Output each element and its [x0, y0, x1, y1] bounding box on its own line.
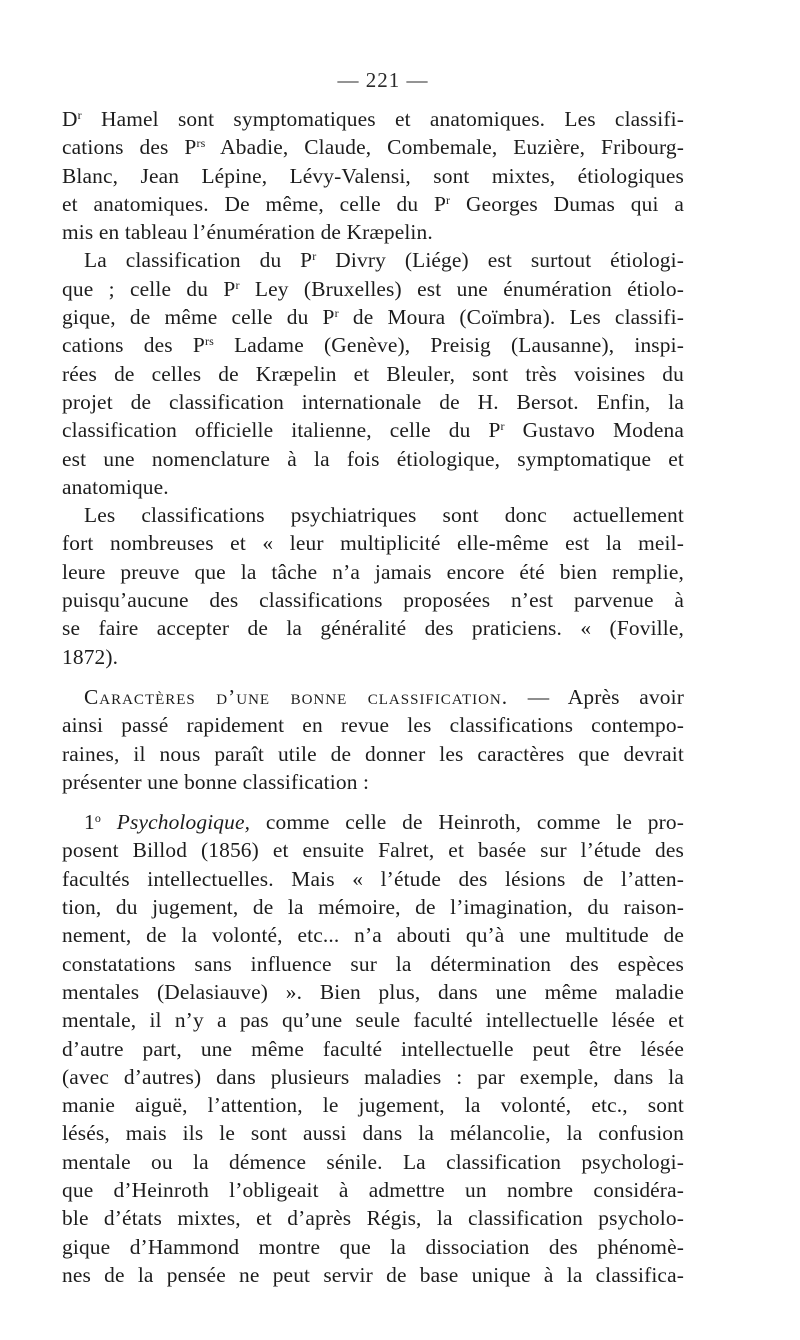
paragraph-gap [62, 796, 684, 808]
superscript: r [77, 108, 82, 122]
superscript: r [334, 306, 339, 321]
text-line [62, 1035, 684, 1063]
text-line [62, 1176, 684, 1204]
text-line [62, 586, 684, 614]
text-run: ainsi passé rapidement en revue les classifications contempo- [62, 713, 684, 738]
superscript: o [94, 811, 102, 826]
text-run: mis en tableau l’énumération de Kræpelin. [62, 220, 433, 245]
text-run: (avec d’autres) dans plusieurs maladies : par exemple, dans la [62, 1064, 684, 1089]
text-line [62, 1148, 684, 1176]
text-run: constatations sans influence sur la détermination des espèces [62, 951, 684, 976]
text-run: nes de la pensée ne peut servir de base unique à la classifica- [62, 1262, 684, 1287]
text-run: Ley (Bruxelles) est une énumération étiolo- [239, 276, 684, 301]
text-run: puisqu’aucune des classifications proposées n’est parvenue à [62, 588, 684, 613]
text-line [62, 388, 684, 416]
text-line [62, 950, 684, 978]
text-run: classification officielle italienne, celle du P [62, 418, 501, 443]
text-line [62, 246, 684, 274]
superscript: rs [196, 136, 206, 151]
text-run: facultés intellectuelles. Mais « l’étude des lésions de l’atten- [62, 866, 684, 891]
text-run: rées de celles de Kræpelin et Bleuler, sont très voisines du [62, 361, 684, 386]
text-run: Blanc, Jean Lépine, Lévy-Valensi, sont mixtes, étiologiques [62, 163, 684, 188]
text-run: — Après avoir [508, 684, 684, 709]
text-run: présenter une bonne classification : [62, 769, 370, 794]
text-run: que d’Heinroth l’obligeait à admettre un nombre considéra- [62, 1177, 684, 1202]
text-line [62, 303, 684, 331]
text-line [62, 1091, 684, 1119]
text-run: cations des P [62, 135, 197, 160]
text-run: Hamel sont symptomatiques et anatomiques. Les classifi- [81, 107, 684, 131]
text-line [62, 190, 684, 218]
text-line [62, 473, 684, 501]
text-run: Les classifications psychiatriques sont donc actuellement [84, 503, 684, 528]
text-line [62, 740, 684, 768]
text-line [62, 643, 684, 671]
text-run: Ladame (Genève), Preisig (Lausanne), inspi- [213, 333, 684, 358]
text-run [101, 810, 117, 834]
text-run: cations des P [62, 333, 205, 358]
paragraph-gap [62, 671, 684, 683]
text-run: manie aiguë, l’attention, le jugement, la volonté, etc., sont [62, 1093, 684, 1118]
text-line [62, 893, 684, 921]
text-run: D [62, 107, 78, 131]
text-line [62, 1119, 684, 1147]
body-text [62, 105, 684, 1289]
text-run: posent Billod (1856) et ensuite Falret, et basée sur l’étude des [62, 838, 684, 863]
superscript: r [312, 249, 317, 264]
text-run: comme celle de Heinroth, comme le pro- [250, 810, 684, 835]
text-line [62, 445, 684, 473]
text-line [62, 808, 684, 836]
text-run: raines, il nous paraît utile de donner les caractères que devrait [62, 741, 684, 766]
text-run: nement, de la volonté, etc... n’a abouti qu’à une multitude de [62, 923, 684, 948]
text-run: et anatomiques. De même, celle du P [62, 191, 447, 216]
text-run: mentale, il n’y a pas qu’une seule faculté intellectuelle lésée et [62, 1008, 684, 1033]
text-line [62, 836, 684, 864]
superscript: r [446, 192, 451, 207]
text-line [62, 1006, 684, 1034]
text-line [62, 1261, 684, 1289]
text-run: mentale ou la démence sénile. La classification psychologi- [62, 1149, 684, 1174]
text-line [62, 1233, 684, 1261]
text-run: mentales (Delasiauve) ». Bien plus, dans une même maladie [62, 979, 684, 1004]
text-run: 1872). [62, 644, 119, 669]
text-line [62, 1204, 684, 1232]
text-run: anatomique. [62, 474, 169, 499]
text-line [62, 501, 684, 529]
text-run: leure preuve que la tâche n’a jamais encore été bien remplie, [62, 559, 684, 584]
section-heading: Caractères d’une bonne classification. [84, 684, 509, 709]
text-run: d’autre part, une même faculté intellectuelle peut être lésée [62, 1036, 684, 1061]
text-line [62, 105, 684, 133]
text-line [62, 614, 684, 642]
text-run: Divry (Liége) est surtout étiologi- [316, 248, 685, 273]
text-line [62, 865, 684, 893]
superscript: r [235, 277, 240, 292]
text-run: Gustavo Modena [504, 418, 684, 443]
page-number: — 221 — [337, 68, 429, 92]
text-line [62, 162, 684, 190]
text-run: Georges Dumas qui a [450, 191, 684, 216]
italic-text: Psychologique, [116, 810, 251, 835]
text-line [62, 218, 684, 246]
text-line [62, 558, 684, 586]
text-run: 1 [84, 810, 95, 835]
text-run: projet de classification internationale de H. Bersot. Enfin, la [62, 389, 684, 414]
text-run: tion, du jugement, de la mémoire, de l’imagination, du raison- [62, 895, 684, 920]
text-run: ble d’états mixtes, et d’après Régis, la classification psycholo- [62, 1206, 684, 1231]
text-line [62, 529, 684, 557]
text-run: gique, de même celle du P [62, 305, 335, 330]
text-run: de Moura (Coïmbra). Les classifi- [338, 305, 684, 330]
text-run: se faire accepter de la généralité des praticiens. « (Foville, [62, 616, 684, 641]
text-line [62, 978, 684, 1006]
text-line [62, 133, 684, 161]
text-line [62, 331, 684, 359]
text-run: La classification du P [84, 248, 313, 273]
text-run: que ; celle du P [62, 276, 236, 301]
text-line [62, 416, 684, 444]
text-run: Abadie, Claude, Combemale, Euzière, Fribourg- [205, 135, 684, 160]
text-line [62, 275, 684, 303]
text-line [62, 768, 684, 796]
text-run: fort nombreuses et « leur multiplicité elle-même est la meil- [62, 531, 684, 556]
text-line [62, 360, 684, 388]
text-run: est une nomenclature à la fois étiologique, symptomatique et [62, 446, 684, 471]
superscript: rs [204, 334, 214, 349]
document-page [62, 68, 684, 1289]
text-run: lésés, mais ils le sont aussi dans la mélancolie, la confusion [62, 1121, 684, 1146]
text-line [62, 921, 684, 949]
text-run: gique d’Hammond montre que la dissociation des phénomè- [62, 1234, 684, 1259]
text-line [62, 1063, 684, 1091]
text-line [62, 683, 684, 711]
superscript: r [500, 419, 505, 434]
text-line [62, 711, 684, 739]
